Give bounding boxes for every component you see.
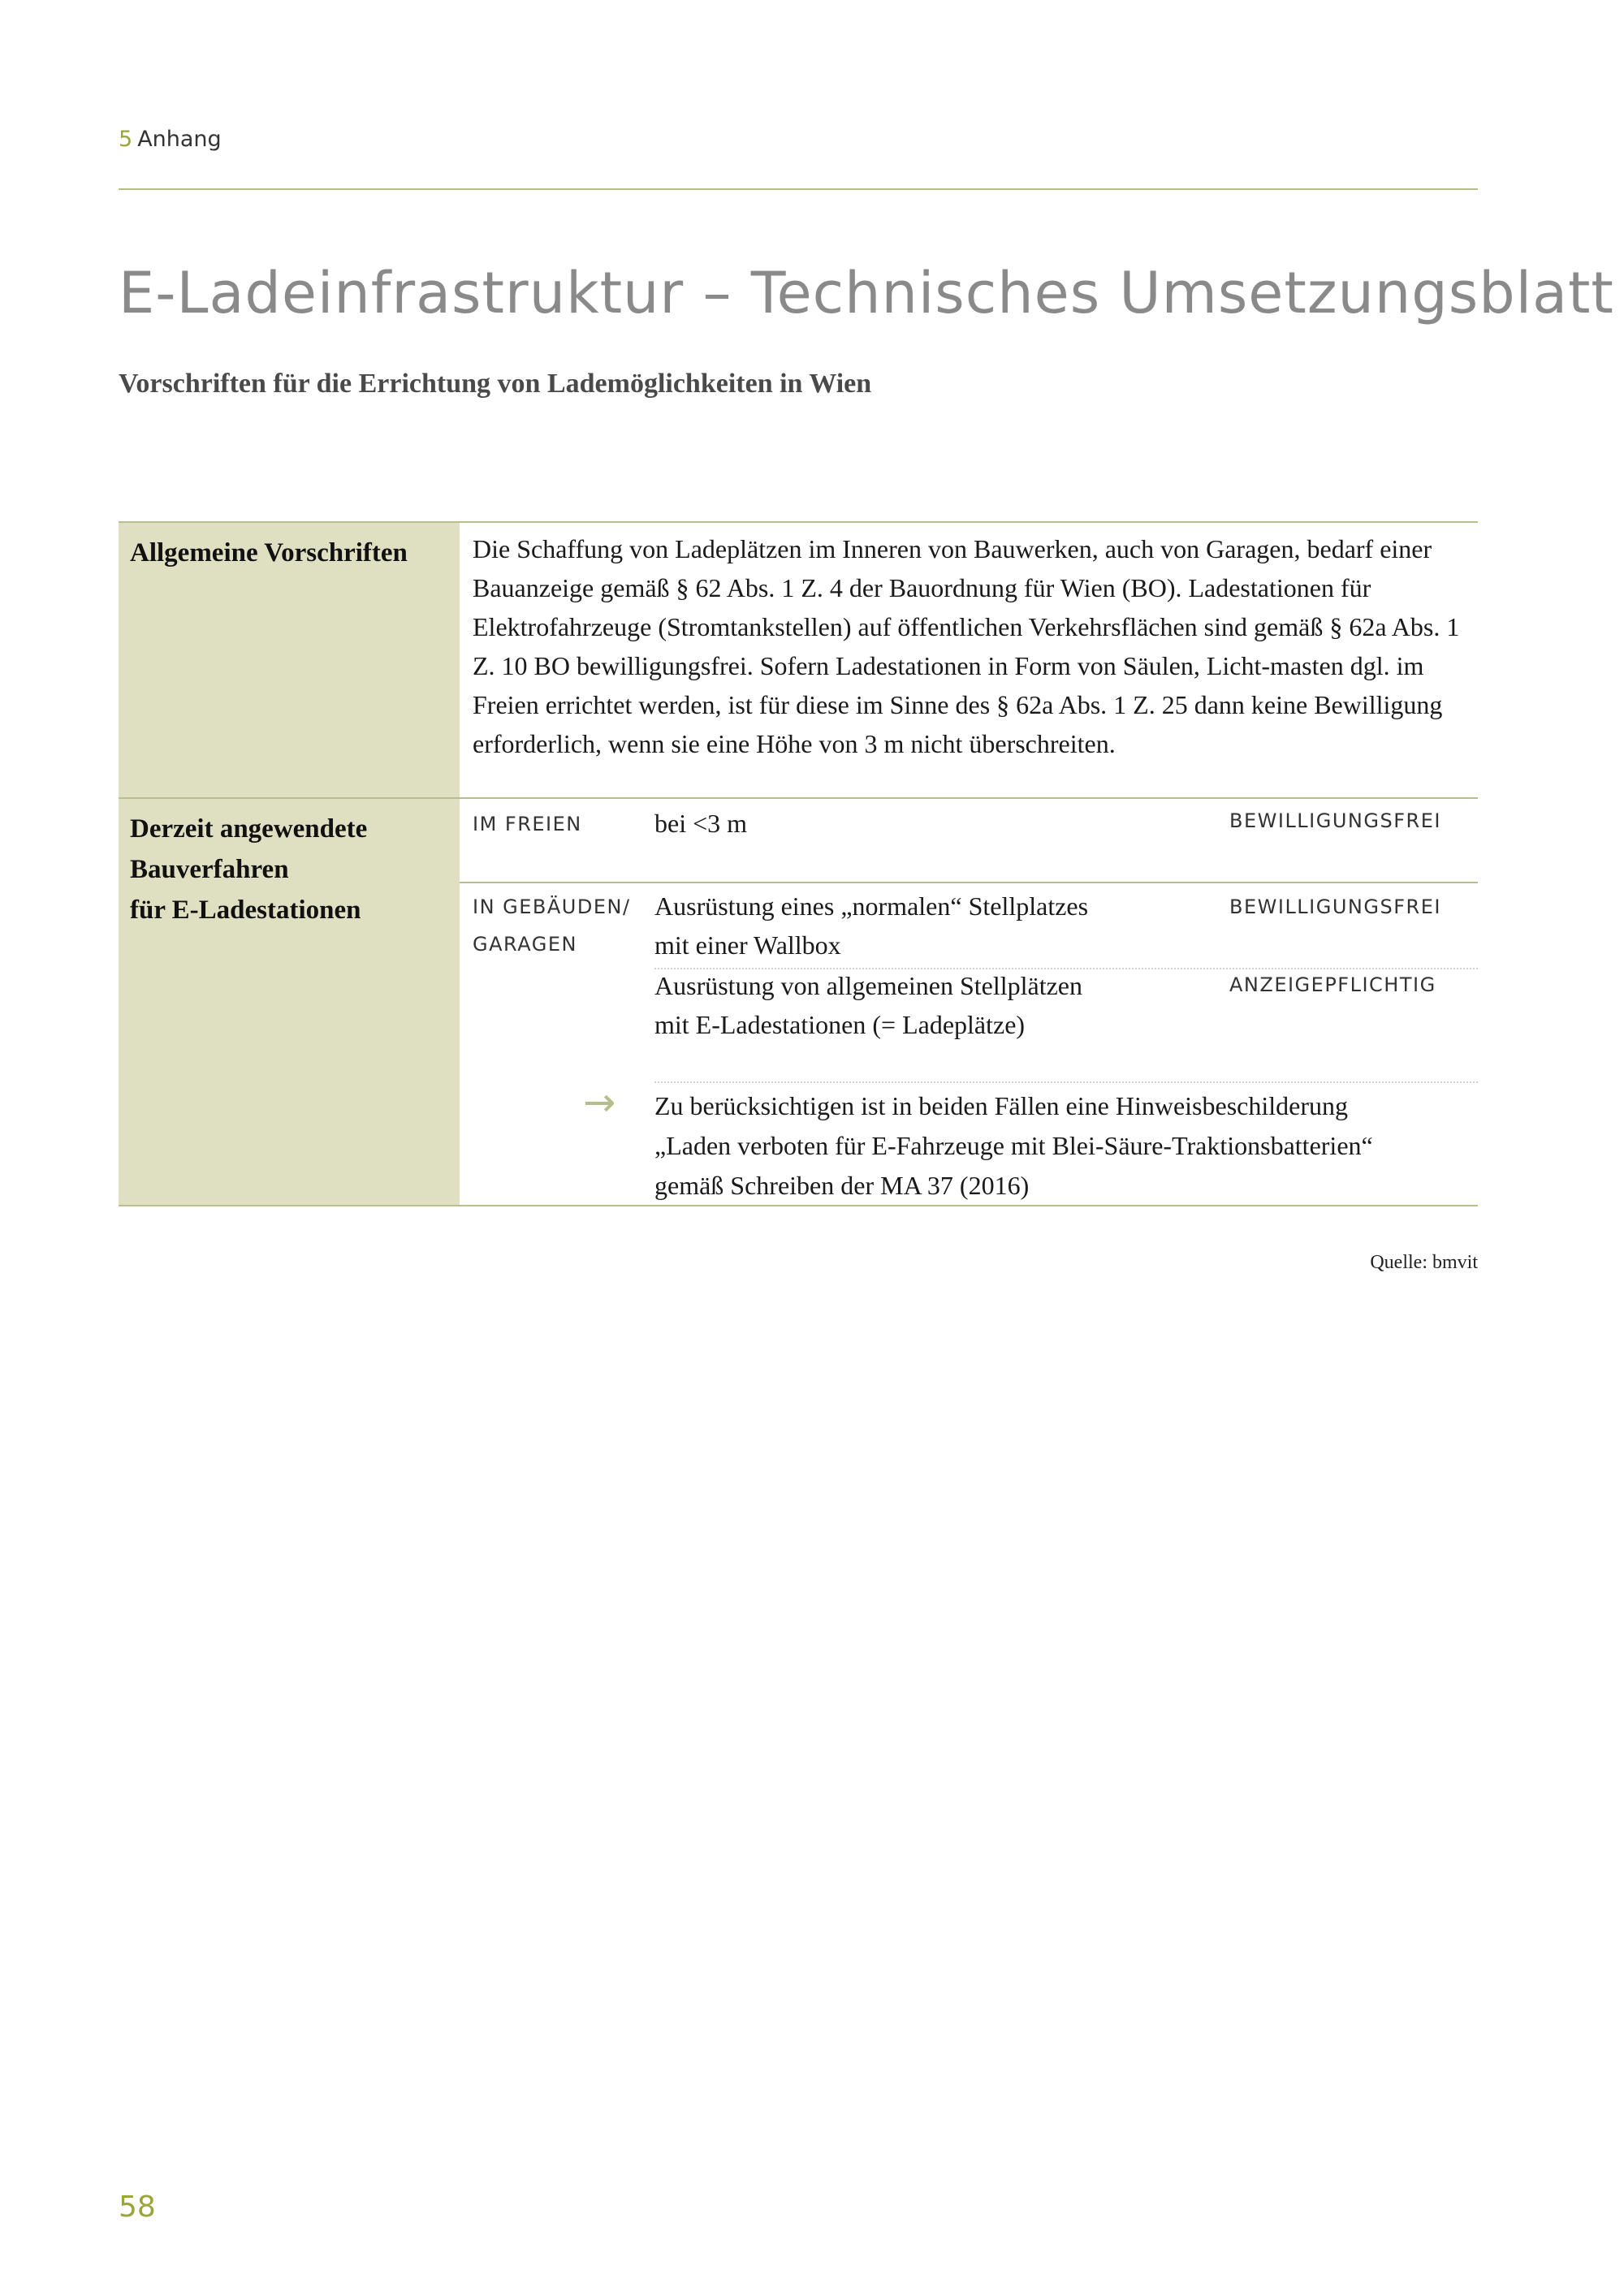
indoor-location-line: IN GEBÄUDEN/: [473, 896, 631, 918]
wallbox-entry-line: mit einer Wallbox: [654, 930, 841, 960]
charging-entry-line: Ausrüstung von allgemeinen Stellplätzen: [654, 971, 1082, 1000]
source-credit: Quelle: bmvit: [1370, 1252, 1478, 1273]
page-title: E-Ladeinfrastruktur – Technisches Umsetzungsblatt: [119, 260, 1614, 326]
outdoor-location: IM FREIEN: [473, 813, 582, 835]
note-line: Zu berücksichtigen ist in beiden Fällen eine Hinweisbeschilderung: [654, 1091, 1348, 1120]
procedures-label: [119, 799, 460, 1205]
charging-entry-line: mit E-Ladestationen (= Ladeplätze): [654, 1010, 1026, 1039]
general-label: Allgemeine Vorschriften: [119, 523, 460, 797]
procedures-label-line: für E-Ladestationen: [130, 896, 361, 925]
outdoor-status: BEWILLIGUNGSFREI: [1229, 809, 1441, 832]
page-subtitle: Vorschriften für die Errichtung von Lademöglichkeiten in Wien: [119, 369, 872, 399]
note-divider: [654, 1081, 1478, 1083]
general-text: Die Schaffung von Ladeplätzen im Inneren von Bauwerken, auch von Garagen, bedarf einer Bauanzeige gemäß § 62 Abs. 1 Z. 4 der Bauordnung für Wien (BO). Ladestationen für Elektrofahrzeuge (Stromtankstellen) auf öffentlichen Verkehrsflächen sind gemäß § 62a Abs. 1 Z. 10 BO bewilligungsfrei. Sofern Ladestationen in Form von Säulen, Licht-masten dgl. im Freien errichtet werden, ist für diese im Sinne des § 62a Abs. 1 Z. 25 dann keine Bewilligung erforderlich, wenn sie eine Höhe von 3 m nicht überschreiten.: [473, 534, 1460, 758]
arrow-right-icon: →: [583, 1080, 616, 1125]
note-line: gemäß Schreiben der MA 37 (2016): [654, 1171, 1030, 1200]
page-number: 58: [119, 2190, 156, 2224]
row-divider: [460, 882, 1478, 883]
charging-status: ANZEIGEPFLICHTIG: [1229, 973, 1436, 996]
section-title: Anhang: [137, 127, 222, 152]
procedures-label-line: Bauverfahren: [130, 855, 289, 884]
outdoor-description: bei <3 m: [654, 809, 748, 838]
running-header: [119, 127, 222, 152]
indoor-location-line: GARAGEN: [473, 933, 577, 956]
header-divider: [119, 188, 1478, 190]
wallbox-entry-line: Ausrüstung eines „normalen“ Stellplatzes: [654, 891, 1089, 921]
procedures-body: [460, 799, 1478, 1205]
wallbox-status: BEWILLIGUNGSFREI: [1229, 896, 1441, 918]
section-number: 5: [119, 127, 133, 152]
procedures-label-line: Derzeit angewendete: [130, 814, 368, 844]
table-row-general: [119, 521, 1478, 799]
regulations-table: [119, 521, 1478, 1206]
note-line: „Laden verboten für E-Fahrzeuge mit Blei-Säure-Traktionsbatterien“: [654, 1131, 1373, 1160]
table-row-procedures: [119, 799, 1478, 1206]
